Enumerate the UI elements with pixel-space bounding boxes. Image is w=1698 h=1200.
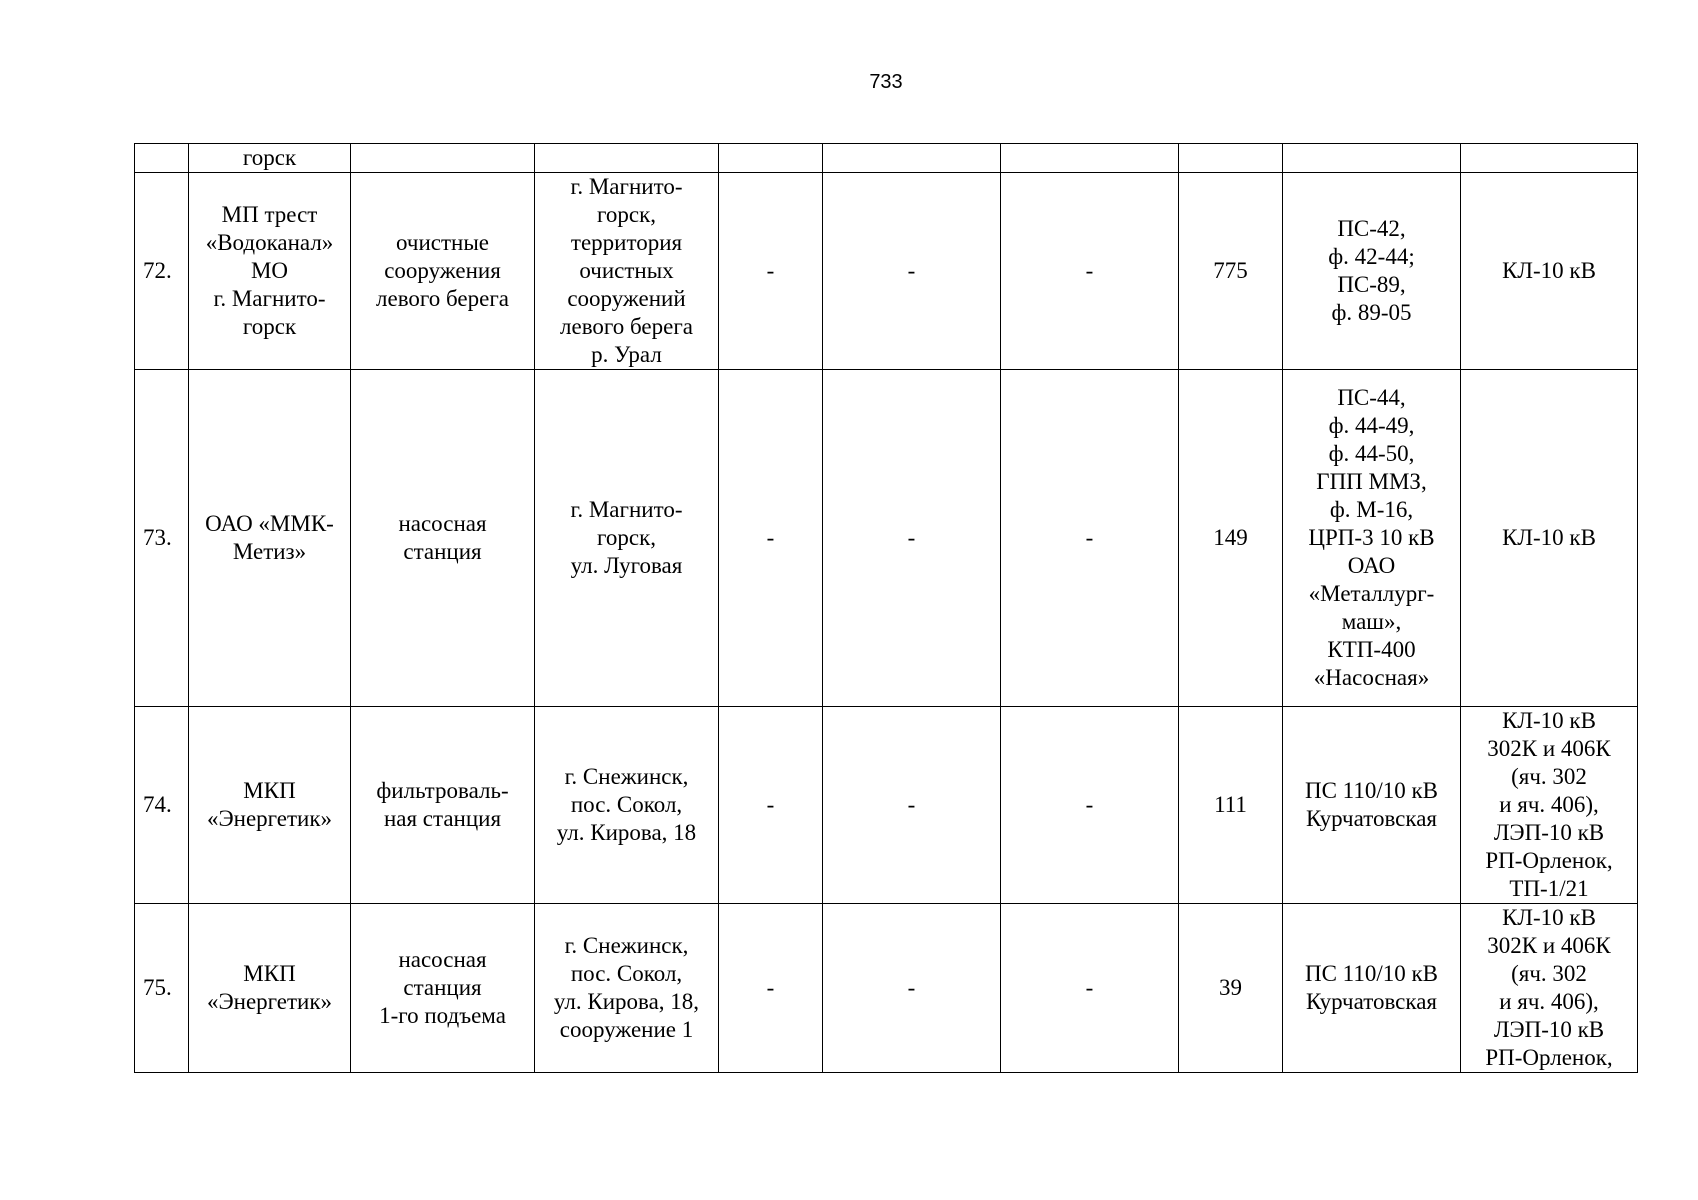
address-cell: г. Снежинск, пос. Сокол, ул. Кирова, 18, сооружение 1	[535, 904, 719, 1073]
power-source-cell: ПС 110/10 кВ Курчатовская	[1283, 904, 1461, 1073]
object-cell	[351, 144, 535, 173]
column-5-cell	[719, 144, 823, 173]
row-number-cell	[135, 144, 189, 173]
object-cell: очистные сооружения левого берега	[351, 173, 535, 370]
column-7-cell: -	[1001, 707, 1179, 904]
column-6-cell: -	[823, 707, 1001, 904]
power-line-cell	[1461, 144, 1638, 173]
row-number-cell: 73.	[135, 370, 189, 707]
column-6-cell	[823, 144, 1001, 173]
column-6-cell: -	[823, 904, 1001, 1073]
power-source-cell	[1283, 144, 1461, 173]
address-cell: г. Магнито- горск, территория очистных сооружений левого берега р. Урал	[535, 173, 719, 370]
column-7-cell	[1001, 144, 1179, 173]
table-row	[135, 173, 1638, 370]
power-source-cell: ПС-44, ф. 44-49, ф. 44-50, ГПП ММЗ, ф. М-16, ЦРП-3 10 кВ ОАО «Металлург- маш», КТП-400 «Насосная»	[1283, 370, 1461, 707]
column-8-cell: 111	[1179, 707, 1283, 904]
organization-cell: горск	[189, 144, 351, 173]
organization-cell: МКП «Энергетик»	[189, 904, 351, 1073]
column-5-cell: -	[719, 707, 823, 904]
power-line-cell: КЛ-10 кВ 302К и 406К (яч. 302 и яч. 406), ЛЭП-10 кВ РП-Орленок,	[1461, 904, 1638, 1073]
row-number-cell: 72.	[135, 173, 189, 370]
object-cell: фильтроваль- ная станция	[351, 707, 535, 904]
column-7-cell: -	[1001, 904, 1179, 1073]
address-cell	[535, 144, 719, 173]
column-6-cell: -	[823, 370, 1001, 707]
address-cell: г. Магнито- горск, ул. Луговая	[535, 370, 719, 707]
organization-cell: МКП «Энергетик»	[189, 707, 351, 904]
column-5-cell: -	[719, 173, 823, 370]
column-8-cell: 39	[1179, 904, 1283, 1073]
organization-cell: ОАО «ММК- Метиз»	[189, 370, 351, 707]
column-7-cell: -	[1001, 173, 1179, 370]
row-number-cell: 75.	[135, 904, 189, 1073]
table-row	[135, 144, 1638, 173]
table-row	[135, 904, 1638, 1073]
power-source-cell: ПС 110/10 кВ Курчатовская	[1283, 707, 1461, 904]
table-row	[135, 370, 1638, 707]
power-line-cell: КЛ-10 кВ	[1461, 173, 1638, 370]
column-7-cell: -	[1001, 370, 1179, 707]
object-cell: насосная станция	[351, 370, 535, 707]
organization-cell: МП трест «Водоканал» МО г. Магнито- горск	[189, 173, 351, 370]
column-5-cell: -	[719, 370, 823, 707]
column-5-cell: -	[719, 904, 823, 1073]
data-table	[134, 143, 1638, 1073]
column-6-cell: -	[823, 173, 1001, 370]
row-number-cell: 74.	[135, 707, 189, 904]
table-row	[135, 707, 1638, 904]
column-8-cell	[1179, 144, 1283, 173]
column-8-cell: 775	[1179, 173, 1283, 370]
page-number: 733	[869, 71, 903, 93]
address-cell: г. Снежинск, пос. Сокол, ул. Кирова, 18	[535, 707, 719, 904]
power-line-cell: КЛ-10 кВ	[1461, 370, 1638, 707]
object-cell: насосная станция 1-го подъема	[351, 904, 535, 1073]
column-8-cell: 149	[1179, 370, 1283, 707]
power-source-cell: ПС-42, ф. 42-44; ПС-89, ф. 89-05	[1283, 173, 1461, 370]
power-line-cell: КЛ-10 кВ 302К и 406К (яч. 302 и яч. 406), ЛЭП-10 кВ РП-Орленок, ТП-1/21	[1461, 707, 1638, 904]
